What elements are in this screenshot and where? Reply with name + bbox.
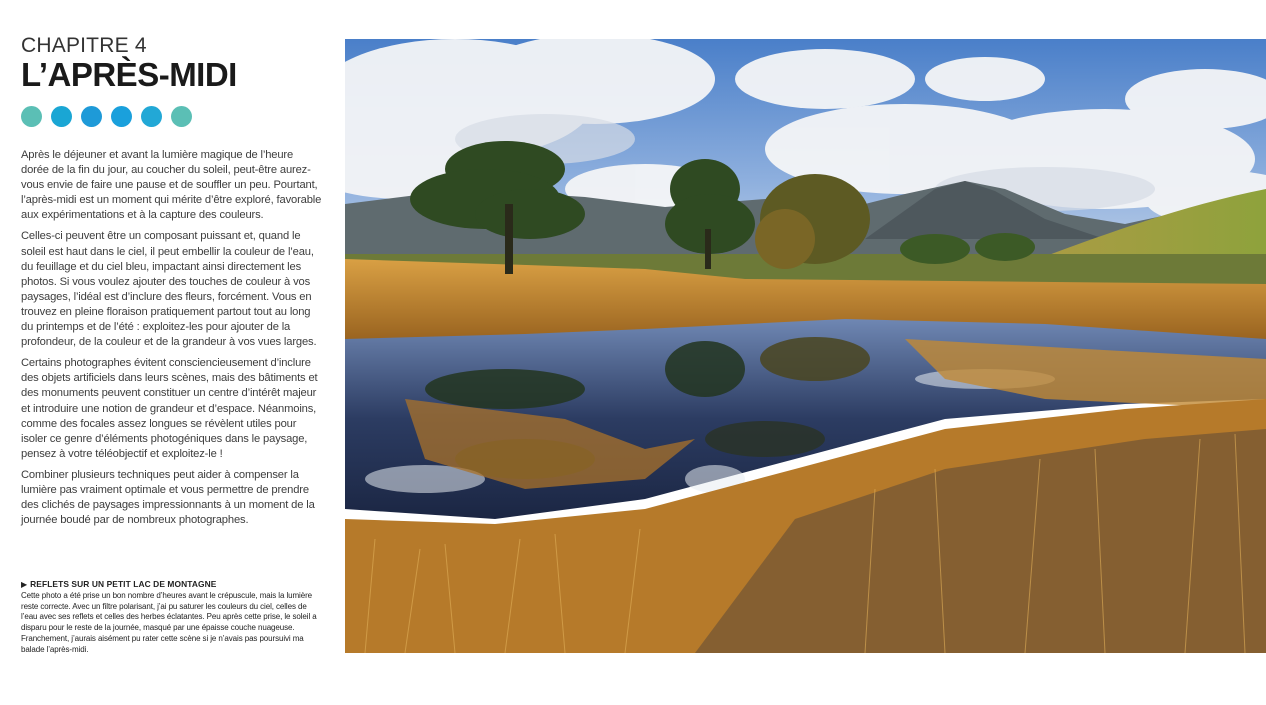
dot-icon — [81, 106, 102, 127]
paragraph: Certains photographes évitent consciencieusement d’inclure des objets artificiels dans leurs scènes, mais des bâtiments et des monuments peuvent constituer un centre d’intérêt majeur et introduire une notion de grandeur et d’espace. Néanmoins, comme des focales assez longues se révèlent utiles pour isoler ce genre d’éléments photogéniques dans le paysage, pensez à votre téléobjectif et exploitez-le ! — [21, 357, 318, 460]
caption-text: Cette photo a été prise un bon nombre d’heures avant le crépuscule, mais la lumière reste correcte. Avec un filtre polarisant, j’ai pu saturer les couleurs du ciel, celles de l’eau avec ses reflets et celles des herbes éclatantes. Peu après cette prise, le soleil a disparu pour le reste de la journée, masqué par une épaisse couche nuageuse. Franchement, j’aurais aisément pu rater cette scène si je n’avais pas poursuivi ma balade l’après-midi. — [21, 590, 317, 654]
chapter-title: L’APRÈS-MIDI — [21, 56, 237, 93]
dot-icon — [111, 106, 132, 127]
dot-icon — [21, 106, 42, 127]
body-text — [21, 148, 323, 528]
photo-caption — [21, 579, 323, 656]
dot-icon — [51, 106, 72, 127]
arrow-icon: ▶ — [21, 580, 28, 589]
text-column — [21, 34, 323, 534]
paragraph: Après le déjeuner et avant la lumière magique de l’heure dorée de la fin du jour, au coucher du soleil, peut-être aurez-vous envie de faire une pause et de souffler un peu. Pourtant, l’après-midi est un moment qui mérite d’être exploré, favorable aux expérimentations et à la capture des couleurs. — [21, 149, 322, 222]
decorative-dots — [21, 106, 323, 128]
paragraph: Celles-ci peuvent être un composant puissant et, quand le soleil est haut dans le ciel, il peut embellir la couleur de l’eau, du feuillage et du ciel bleu, impactant ainsi directement les photos. Si vous voulez ajouter des touches de couleur à vos paysages, l’idéal est d’inclure des fleurs, forcément. Vous en trouvez en pleine floraison pratiquement partout tout au long du printemps et de l’été : exploitez-les pour ajouter de la profondeur, de la couleur et de la grandeur à vos vues larges. — [21, 230, 317, 349]
landscape-photo — [345, 39, 1266, 653]
caption-title: REFLETS SUR UN PETIT LAC DE MONTAGNE — [30, 579, 217, 589]
chapter-label: CHAPITRE 4 — [21, 34, 147, 57]
paragraph: Combiner plusieurs techniques peut aider à compenser la lumière pas vraiment optimale et vous permettre de prendre des clichés de paysages impressionnants à un moment de la journée boudé par de nombreux photographes. — [21, 468, 315, 527]
landscape-photo-icon — [345, 39, 1266, 653]
dot-icon — [171, 106, 192, 127]
dot-icon — [141, 106, 162, 127]
